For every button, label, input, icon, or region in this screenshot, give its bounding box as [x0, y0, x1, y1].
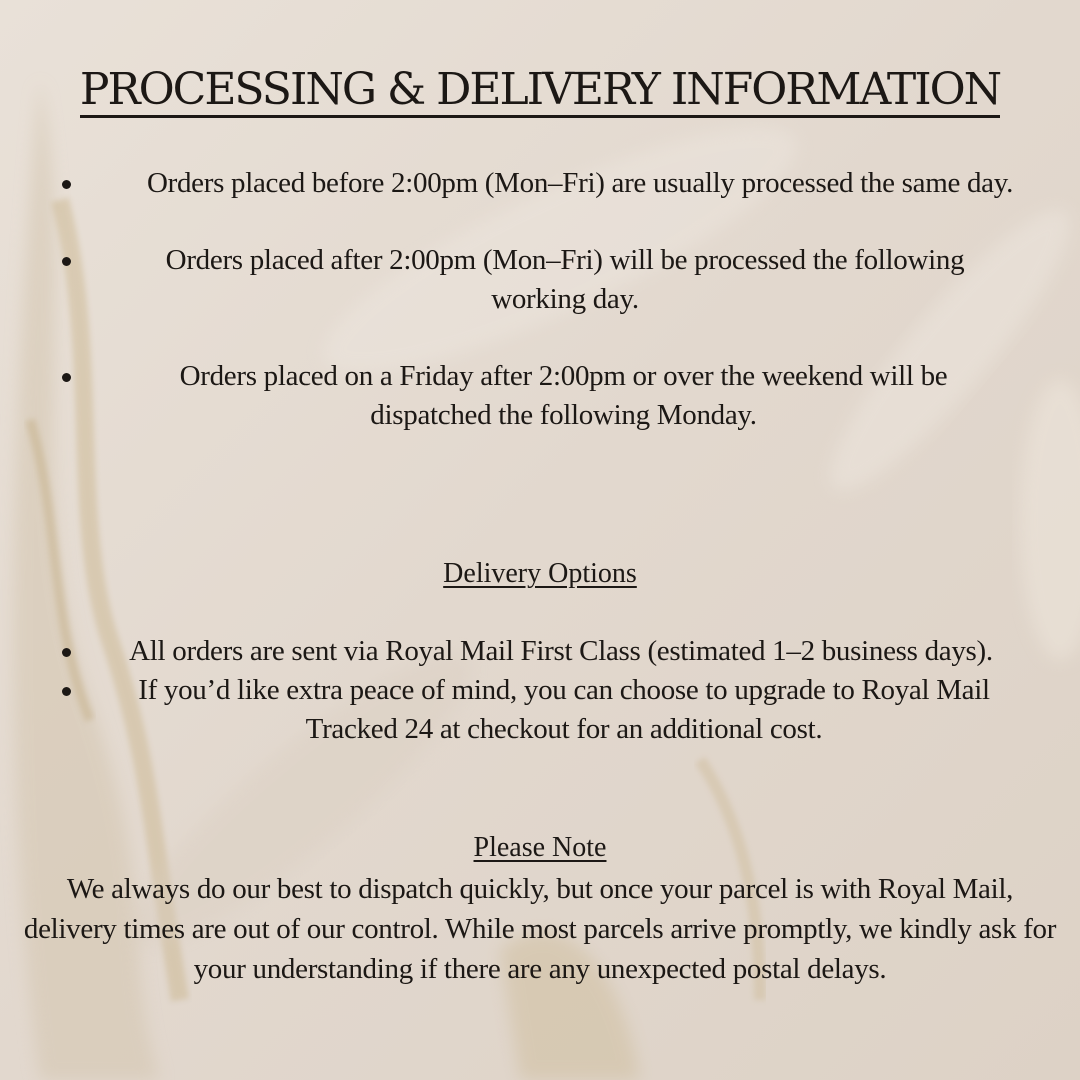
page-title: PROCESSING & DELIVERY INFORMATION	[0, 62, 1080, 118]
delivery-options-list	[0, 632, 1080, 749]
please-note-body: We always do our best to dispatch quickly, but once your parcel is with Royal Mail, delivery times are out of our control. While most parcels arrive promptly, we kindly ask for your understanding if there are any unexpected postal delays.	[23, 873, 1057, 985]
list-item: Orders placed before 2:00pm (Mon–Fri) are usually processed the same day.	[0, 164, 1080, 203]
bullet-icon	[62, 373, 71, 382]
bullet-icon	[62, 257, 71, 266]
list-item: Orders placed on a Friday after 2:00pm or over the weekend will be dispatched the following Monday.	[0, 357, 1080, 435]
please-note-heading: Please Note	[473, 832, 607, 863]
processing-list	[0, 164, 1080, 473]
bullet-icon	[62, 648, 71, 657]
list-item: Orders placed after 2:00pm (Mon–Fri) will be processed the following working day.	[0, 241, 1080, 319]
bullet-icon	[62, 180, 71, 189]
bullet-icon	[62, 687, 71, 696]
delivery-options-heading: Delivery Options	[443, 558, 637, 589]
list-item: All orders are sent via Royal Mail First Class (estimated 1–2 business days).	[0, 632, 1080, 671]
list-item: If you’d like extra peace of mind, you can choose to upgrade to Royal Mail Tracked 24 at checkout for an additional cost.	[0, 671, 1080, 749]
